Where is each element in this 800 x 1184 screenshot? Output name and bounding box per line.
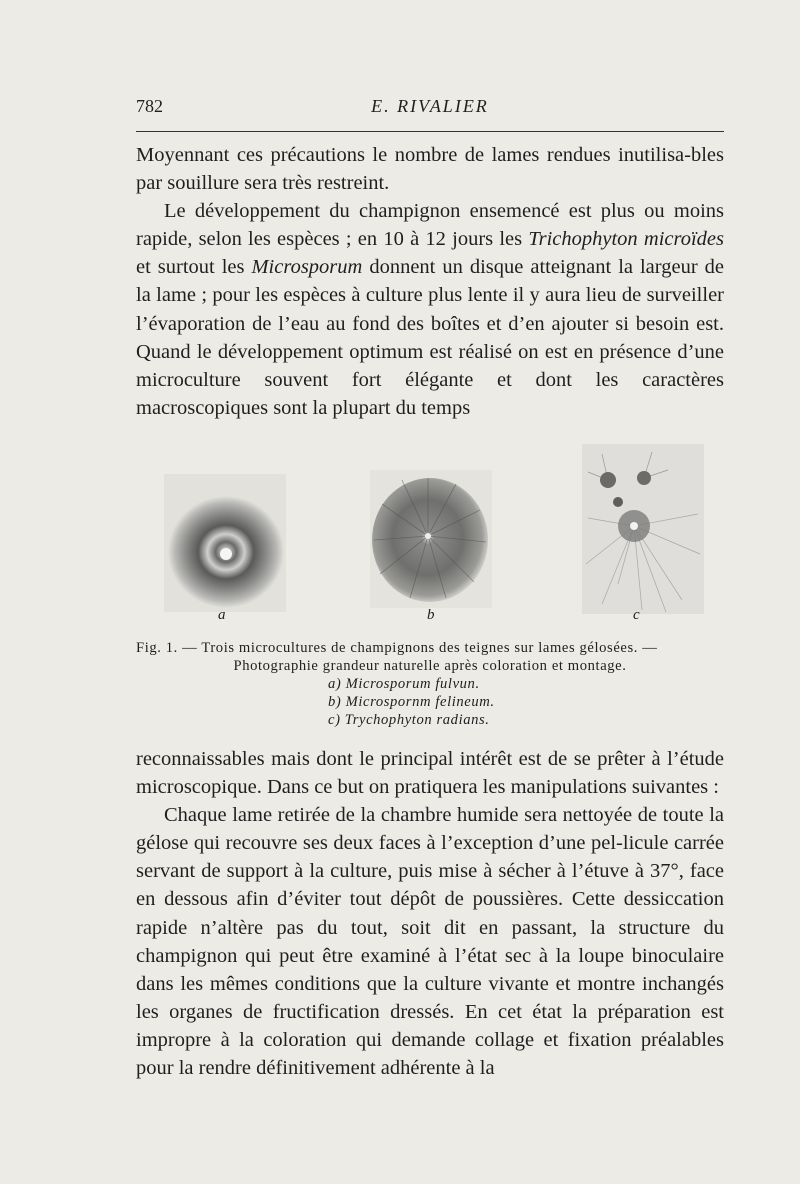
microculture-b-image	[370, 470, 492, 608]
microculture-c-image	[582, 444, 704, 614]
caption-item-name: Microsporum fulvun.	[345, 676, 480, 692]
caption-line-1: Fig. 1. — Trois microcultures de champignons des teignes sur lames gélosées. —	[136, 640, 658, 656]
photo-microculture-a	[164, 474, 286, 612]
caption-item-b	[136, 693, 724, 711]
taxon-name: Trichophyton microïdes	[528, 228, 724, 251]
figure-label-b: b	[427, 607, 435, 623]
photo-microculture-c	[582, 444, 704, 614]
figure-label-c: c	[633, 607, 640, 623]
text-run: et surtout les	[136, 256, 252, 279]
caption-item-c	[136, 711, 724, 729]
text-run: Le développement du champignon ensemencé est plus ou moins rapide, selon les espèces ; en 10 à 12 jours les	[136, 200, 724, 251]
caption-item-label: a)	[328, 676, 342, 692]
paragraph-1: Moyennant ces précautions le nombre de lames rendues inutilisa-bles par souillure sera très restreint.	[136, 144, 724, 195]
page-number: 782	[136, 96, 163, 116]
photo-microculture-b	[370, 470, 492, 608]
caption-item-name: Trychophyton radians.	[344, 712, 490, 728]
running-title: E. RIVALIER	[371, 96, 489, 116]
figure-1	[150, 440, 720, 620]
caption-line-2: Photographie grandeur naturelle après coloration et montage.	[233, 658, 627, 674]
paragraph-3: reconnaissables mais dont le principal intérêt est de se prêter à l’étude microscopique. Dans ce but on pratiquera les manipulations suivantes :	[136, 748, 724, 799]
paragraph-4: Chaque lame retirée de la chambre humide sera nettoyée de toute la gélose qui recouvre ses deux faces à l’exception d’une pel-licule carrée servant de support à la culture, puis mise à sécher à l’étuve à 37°, face en dessous afin d’éviter tout dépôt de poussières. Cette dessiccation rapide n’altère pas du tout, soit dit en passant, la structure du champignon qui peut être examiné à l’état sec à la loupe binoculaire dans les mêmes conditions que la culture vivante et montre inchangés les organes de fructification dressés. En cet état la préparation est impropre à la coloration qui demande collage et fixation préalables pour la rendre définitivement adhérente à la	[136, 804, 724, 1080]
taxon-name: Microsporum	[251, 256, 363, 279]
running-head	[136, 96, 724, 124]
paragraph-2	[136, 197, 724, 422]
caption-item-label: c)	[328, 712, 341, 728]
figure-label-a: a	[218, 607, 226, 623]
microculture-a-image	[164, 474, 286, 612]
header-rule	[136, 131, 724, 132]
caption-item-name: Microspornm felineum.	[345, 694, 495, 710]
body-text-top	[136, 141, 724, 422]
caption-item-label: b)	[328, 694, 342, 710]
text-run: donnent un disque atteignant la largeur de la lame ; pour les espèces à culture plus lente il y aura lieu de surveiller l’évaporation de l’eau au fond des boîtes et d’en ajouter si besoin est. Quand le développement optimum est réalisé on est en présence d’une microculture souvent fort élégante et dont les caractères macroscopiques sont la plupart du temps	[136, 256, 724, 419]
caption-item-a	[136, 675, 724, 693]
figure-caption	[136, 639, 724, 729]
body-text-bottom	[136, 745, 724, 1082]
